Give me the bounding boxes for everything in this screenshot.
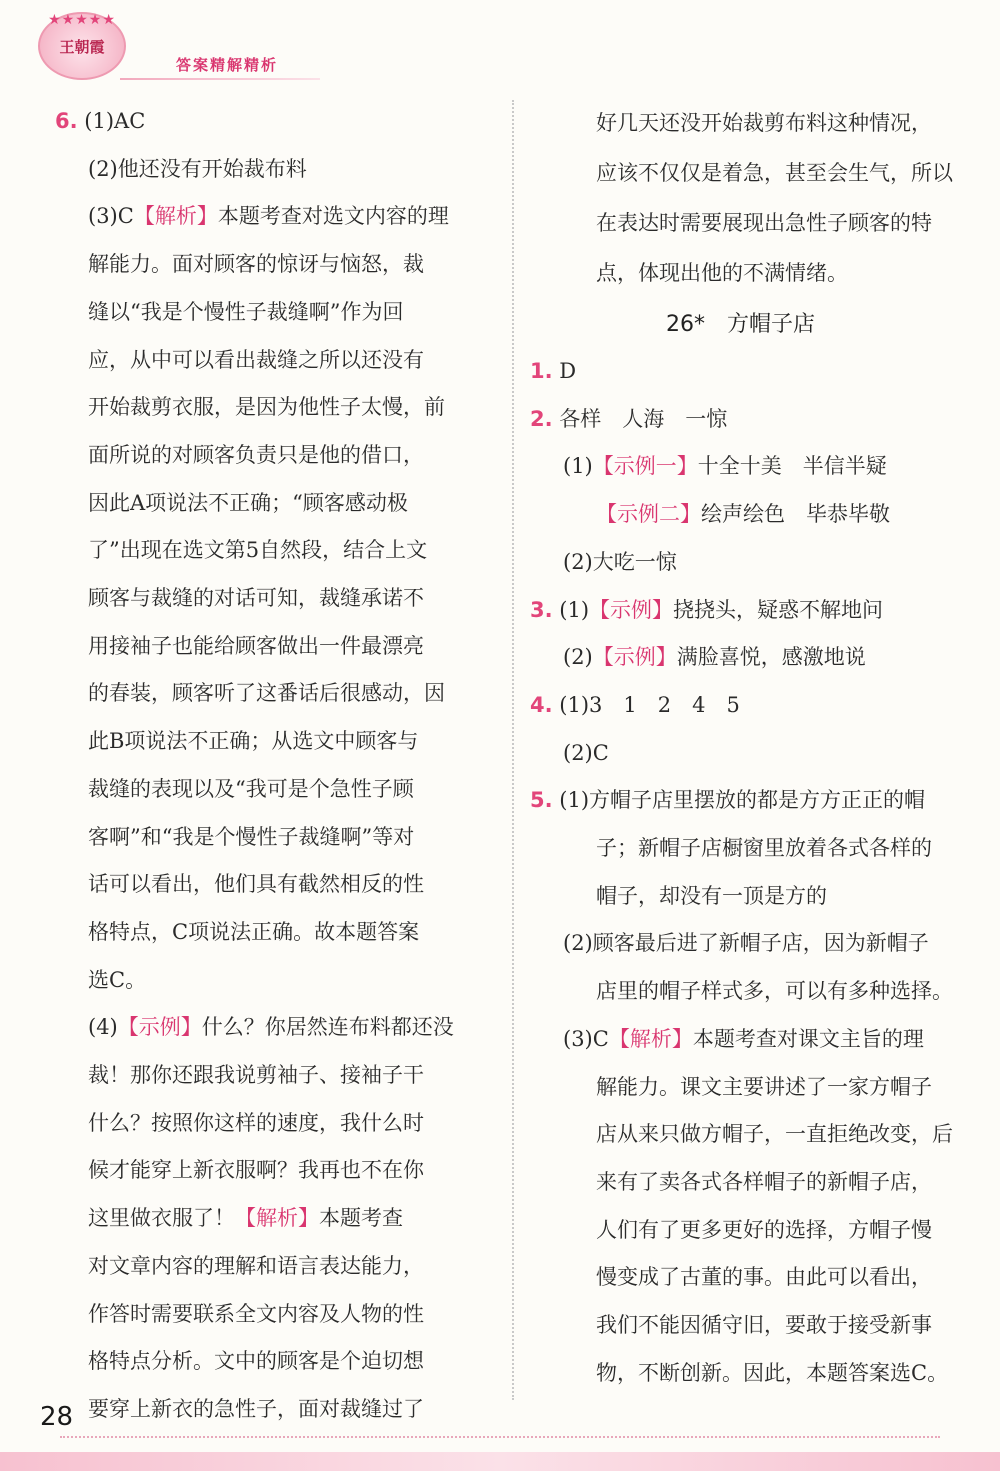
answer-tag: 【示例】	[589, 597, 674, 622]
line-text: D	[559, 359, 577, 383]
line-text: 应，从中可以看出裁缝之所以还没有	[88, 347, 424, 372]
left-line	[88, 1394, 424, 1424]
question-number: 6.	[55, 109, 78, 133]
line-text: 裁！那你还跟我说剪袖子、接袖子干	[88, 1063, 424, 1087]
footer-band	[0, 1452, 1000, 1471]
answer-tag: 【解析】	[235, 1206, 319, 1231]
line-text: 本题考查	[319, 1206, 403, 1231]
right-line	[530, 404, 727, 434]
brand-logo	[38, 12, 126, 80]
right-line	[596, 976, 953, 1006]
left-line	[88, 774, 414, 804]
line-text: (1)AC	[84, 109, 146, 133]
line-text: 面所说的对顾客负责只是他的借口，	[88, 442, 424, 467]
line-text: 在表达时需要展现出急性子顾客的特	[596, 211, 932, 235]
line-text: 挠挠头，疑惑不解地问	[673, 597, 884, 622]
right-line	[563, 1024, 924, 1054]
question-number: 3.	[530, 597, 553, 622]
right-line	[596, 1358, 948, 1388]
line-text: 格特点分析。文中的顾客是个迫切想	[88, 1349, 424, 1374]
section-title: 26* 方帽子店	[666, 312, 815, 337]
left-line	[88, 1060, 424, 1090]
line-text: 本题考查对选文内容的理	[217, 204, 449, 229]
left-line	[88, 869, 424, 899]
left-line	[88, 965, 146, 995]
left-line	[88, 1012, 454, 1042]
right-line	[596, 833, 932, 863]
right-line	[563, 451, 887, 481]
right-line	[596, 499, 890, 529]
left-line	[88, 440, 424, 470]
left-line	[88, 678, 445, 708]
page-number: 28	[40, 1402, 74, 1432]
answer-tag: 【示例】	[592, 645, 677, 670]
line-text: 店从来只做方帽子，一直拒绝改变，后	[596, 1122, 953, 1147]
right-line	[596, 258, 848, 288]
left-line	[88, 1203, 403, 1233]
sub-label: (1)	[563, 454, 593, 479]
header-underline	[120, 78, 320, 80]
line-text: 什么？按照你这样的速度，我什么时	[88, 1110, 424, 1135]
right-line	[530, 356, 576, 386]
line-text: 绘声绘色 毕恭毕敬	[701, 502, 890, 527]
line-text: 话可以看出，他们具有截然相反的性	[88, 872, 424, 897]
answer-tag: 【解析】	[133, 204, 218, 229]
sub-label: (3)C	[88, 204, 134, 229]
line-text: (2)顾客最后进了新帽子店，因为新帽子	[563, 931, 929, 956]
left-line	[88, 297, 403, 327]
line-text: 什么？你居然连布料都还没	[201, 1015, 454, 1040]
left-line	[88, 249, 424, 279]
line-text: 顾客与裁缝的对话可知，裁缝承诺不	[88, 586, 424, 610]
column-divider	[512, 100, 514, 1400]
line-text: 本题考查对课文主旨的理	[692, 1026, 924, 1051]
line-text: 了”出现在选文第5自然段，结合上文	[88, 538, 428, 563]
line-text: 客啊”和“我是个慢性子裁缝啊”等对	[88, 824, 415, 849]
left-line	[88, 631, 424, 661]
right-line	[530, 785, 925, 815]
question-number: 2.	[530, 406, 553, 431]
line-text: 我们不能因循守旧，要敢于接受新事	[596, 1313, 932, 1337]
line-text: 各样 人海 一惊	[559, 406, 728, 431]
answer-tag: 【示例二】	[596, 502, 701, 527]
left-line	[88, 1108, 424, 1138]
line-text: (2)大吃一惊	[563, 549, 677, 574]
right-line	[563, 547, 677, 577]
line-text: 开始裁剪衣服，是因为他性子太慢，前	[88, 395, 445, 420]
line-text: 裁缝的表现以及“我可是个急性子顾	[88, 776, 414, 801]
line-text: 慢变成了古董的事。由此可以看出，	[596, 1265, 932, 1290]
right-line	[596, 208, 932, 238]
line-text: 作答时需要联系全文内容及人物的性	[88, 1301, 424, 1326]
question-number: 4.	[530, 692, 553, 717]
line-text: 用接袖子也能给顾客做出一件最漂亮	[88, 633, 424, 658]
question-number: 1.	[530, 359, 553, 383]
line-text: 店里的帽子样式多，可以有多种选择。	[596, 979, 953, 1004]
line-text: 要穿上新衣的急性子，面对裁缝过了	[88, 1396, 424, 1421]
line-text: 候才能穿上新衣服啊？我再也不在你	[88, 1158, 424, 1183]
sub-label: 这里做衣服了！	[88, 1206, 235, 1231]
line-text: 的春装，顾客听了这番话后很感动，因	[88, 681, 445, 706]
line-text: 子；新帽子店橱窗里放着各式各样的	[596, 836, 932, 860]
sub-label: (1)	[559, 597, 590, 622]
right-line	[563, 642, 866, 672]
footer-dotted-line	[60, 1436, 940, 1438]
line-text: 点，体现出他的不满情绪。	[596, 261, 848, 285]
line-text: 此B项说法不正确；从选文中顾客与	[88, 729, 419, 754]
left-line	[88, 488, 408, 518]
line-text: 应该不仅仅是着急，甚至会生气，所以	[596, 161, 953, 185]
sub-label: (3)C	[563, 1026, 609, 1051]
left-line	[88, 726, 418, 756]
right-line	[563, 738, 609, 768]
line-text: 物，不断创新。因此，本题答案选C。	[596, 1360, 949, 1385]
left-line	[88, 917, 419, 947]
right-line	[530, 690, 740, 720]
sub-label: (4)	[88, 1015, 118, 1040]
logo-stars: ★★★★★	[48, 12, 116, 28]
line-text: 好几天还没开始裁剪布料这种情况，	[596, 111, 932, 135]
left-line	[88, 345, 424, 375]
line-text: (1)方帽子店里摆放的都是方方正正的帽	[559, 788, 926, 813]
left-line	[55, 106, 145, 136]
left-line	[88, 1251, 424, 1281]
left-line	[88, 201, 449, 231]
line-text: 对文章内容的理解和语言表达能力，	[88, 1253, 424, 1278]
logo-text: 王朝霞	[59, 38, 105, 56]
line-text: (2)C	[563, 740, 609, 765]
answer-tag: 【解析】	[608, 1026, 693, 1051]
line-text: 十全十美 半信半疑	[697, 454, 887, 479]
left-line	[88, 1155, 424, 1185]
line-text: (1)3 1 2 4 5	[559, 692, 740, 717]
answer-tag: 【示例一】	[592, 454, 698, 479]
question-number: 5.	[530, 788, 553, 813]
line-text: 满脸喜悦，感激地说	[676, 645, 866, 670]
header-title: 答案精解精析	[176, 56, 279, 74]
right-line	[596, 1119, 953, 1149]
right-line	[596, 108, 932, 138]
line-text: 帽子，却没有一顶是方的	[596, 883, 827, 908]
right-line	[596, 1310, 932, 1340]
line-text: 缝以“我是个慢性子裁缝啊”作为回	[88, 299, 404, 324]
left-line	[88, 1299, 424, 1329]
right-line	[563, 928, 929, 958]
line-text: 人们有了更多更好的选择，方帽子慢	[596, 1217, 932, 1242]
left-line	[88, 1346, 424, 1376]
left-line	[88, 392, 445, 422]
left-line	[88, 822, 414, 852]
right-line	[596, 1262, 932, 1292]
line-text: 解能力。课文主要讲述了一家方帽子	[596, 1074, 932, 1099]
line-text: 格特点，C项说法正确。故本题答案	[88, 919, 420, 944]
line-text: (2)他还没有开始裁布料	[88, 156, 307, 181]
right-line	[596, 1167, 932, 1197]
right-line	[596, 881, 827, 911]
right-line	[596, 158, 953, 188]
line-text: 解能力。面对顾客的惊讶与恼怒，裁	[88, 252, 424, 277]
left-line	[88, 154, 307, 184]
line-text: 因此A项说法不正确；“顾客感动极	[88, 490, 408, 515]
page-header	[0, 0, 1000, 90]
left-line	[88, 535, 427, 565]
sub-label: (2)	[563, 645, 593, 670]
right-line	[596, 1072, 932, 1102]
line-text: 选C。	[88, 967, 147, 992]
right-line	[530, 595, 883, 625]
line-text: 来有了卖各式各样帽子的新帽子店，	[596, 1169, 932, 1194]
right-line	[596, 1215, 932, 1245]
answer-tag: 【示例】	[117, 1015, 202, 1040]
left-line	[88, 583, 424, 613]
